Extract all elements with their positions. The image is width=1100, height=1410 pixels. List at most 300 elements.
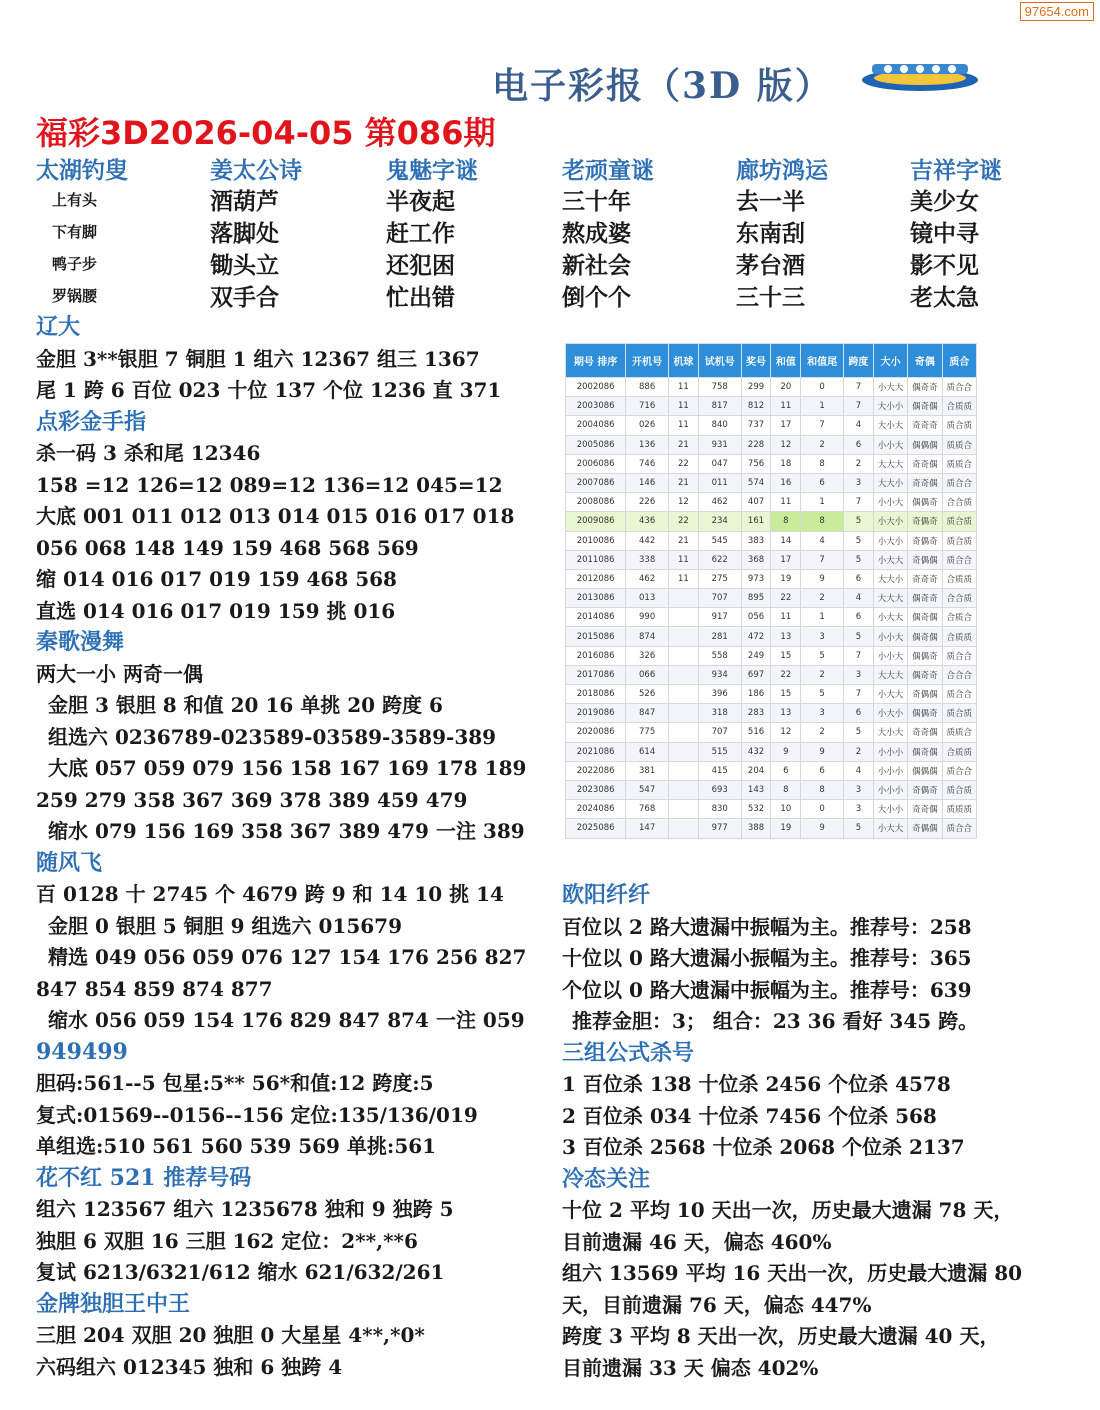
table-cell: 9 <box>771 742 801 761</box>
table-cell: 合质质 <box>942 397 976 416</box>
left-section-heading: 点彩金手指 <box>36 408 147 435</box>
table-cell: 2022086 <box>566 761 626 780</box>
table-cell: 偶奇偶 <box>908 608 942 627</box>
table-cell: 8 <box>801 780 844 799</box>
table-cell: 6 <box>844 704 874 723</box>
table-header-cell[interactable]: 奇偶 <box>908 344 942 378</box>
table-cell: 3 <box>844 780 874 799</box>
left-text-line: 大底 001 011 012 013 014 015 016 017 018 <box>36 504 515 528</box>
table-row <box>566 761 977 780</box>
left-text-line: 六码组六 012345 独和 6 独跨 4 <box>36 1354 343 1379</box>
table-cell: 697 <box>741 665 771 684</box>
table-header-cell[interactable]: 大小 <box>873 344 907 378</box>
right-text-line: 组六 13569 平均 16 天出一次，历史最大遗漏 80 <box>562 1261 1023 1285</box>
table-cell: 2016086 <box>566 646 626 665</box>
table-cell: 12 <box>771 723 801 742</box>
table-cell: 15 <box>771 685 801 704</box>
table-cell: 758 <box>698 378 741 397</box>
right-text-line: 天，目前遗漏 76 天，偏态 447% <box>562 1292 872 1317</box>
table-cell: 977 <box>698 819 741 838</box>
table-cell: 11 <box>771 493 801 512</box>
left-text-line: 组选六 0236789-023589-03589-3589-389 <box>48 724 497 749</box>
table-row <box>566 378 977 397</box>
right-section-heading: 三组公式杀号 <box>562 1039 695 1066</box>
table-cell: 026 <box>626 416 669 435</box>
table-cell: 12 <box>669 493 699 512</box>
table-cell: 2 <box>844 454 874 473</box>
table-row <box>566 589 977 608</box>
table-cell: 小小小 <box>873 742 907 761</box>
table-cell: 小大大 <box>873 819 907 838</box>
table-cell: 2005086 <box>566 435 626 454</box>
riddle-column <box>736 152 906 314</box>
table-cell: 2014086 <box>566 608 626 627</box>
table-row <box>566 473 977 492</box>
left-section-heading: 秦歌漫舞 <box>36 629 125 655</box>
table-cell: 3 <box>844 473 874 492</box>
table-cell: 小大小 <box>873 512 907 531</box>
table-cell: 056 <box>741 608 771 627</box>
table-cell: 20 <box>771 378 801 397</box>
table-cell <box>669 742 699 761</box>
table-cell: 7 <box>801 416 844 435</box>
table-cell: 840 <box>698 416 741 435</box>
table-cell: 2020086 <box>566 723 626 742</box>
table-cell: 407 <box>741 493 771 512</box>
table-cell: 合质质 <box>942 742 976 761</box>
table-cell: 2007086 <box>566 473 626 492</box>
table-cell: 737 <box>741 416 771 435</box>
table-cell: 11 <box>669 569 699 588</box>
table-cell: 847 <box>626 704 669 723</box>
riddle-column <box>562 152 732 314</box>
table-cell: 小小小 <box>873 761 907 780</box>
table-row <box>566 397 977 416</box>
table-cell: 2 <box>801 435 844 454</box>
table-cell: 234 <box>698 512 741 531</box>
table-cell: 小大大 <box>873 608 907 627</box>
table-row <box>566 723 977 742</box>
right-text-line: 跨度 3 平均 8 天出一次，历史最大遗漏 40 天， <box>562 1324 1000 1348</box>
table-cell: 小大大 <box>873 685 907 704</box>
right-text-line: 十位以 0 路大遗漏小振幅为主。推荐号：365 <box>562 946 972 970</box>
table-cell: 226 <box>626 493 669 512</box>
right-text-line: 十位 2 平均 10 天出一次，历史最大遗漏 78 天， <box>562 1198 1014 1222</box>
table-cell: 4 <box>844 416 874 435</box>
table-cell: 偶偶奇 <box>908 493 942 512</box>
table-cell: 432 <box>741 742 771 761</box>
table-cell: 7 <box>844 646 874 665</box>
table-cell: 204 <box>741 761 771 780</box>
table-cell <box>669 627 699 646</box>
table-cell: 质合合 <box>942 819 976 838</box>
table-cell: 1 <box>801 608 844 627</box>
table-cell <box>669 685 699 704</box>
table-cell: 质质合 <box>942 435 976 454</box>
table-row <box>566 742 977 761</box>
table-cell: 15 <box>771 646 801 665</box>
table-cell: 2009086 <box>566 512 626 531</box>
site-watermark: 97654.com <box>1020 2 1094 21</box>
table-header-cell[interactable]: 开机号 <box>626 344 669 378</box>
riddle-line: 罗锅腰 <box>52 287 98 305</box>
riddle-line: 半夜起 <box>386 188 455 215</box>
table-row <box>566 416 977 435</box>
table-cell: 偶奇奇 <box>908 665 942 684</box>
table-cell: 奇偶奇 <box>908 780 942 799</box>
table-cell: 质合合 <box>942 685 976 704</box>
table-cell: 18 <box>771 454 801 473</box>
table-cell: 917 <box>698 608 741 627</box>
table-cell: 186 <box>741 685 771 704</box>
table-cell: 886 <box>626 378 669 397</box>
table-cell: 2023086 <box>566 780 626 799</box>
table-cell: 5 <box>844 531 874 550</box>
riddle-title: 老顽童谜 <box>562 157 654 184</box>
table-row <box>566 800 977 819</box>
table-cell: 0 <box>801 800 844 819</box>
table-cell: 大大小 <box>873 473 907 492</box>
table-row <box>566 627 977 646</box>
table-cell: 2006086 <box>566 454 626 473</box>
table-cell: 275 <box>698 569 741 588</box>
left-section-heading: 金牌独胆王中王 <box>36 1290 191 1317</box>
table-row <box>566 685 977 704</box>
table-cell: 5 <box>801 646 844 665</box>
table-row <box>566 512 977 531</box>
table-cell: 22 <box>771 589 801 608</box>
table-cell: 6 <box>844 435 874 454</box>
table-cell: 质合质 <box>942 531 976 550</box>
left-text-line: 158 =12 126=12 089=12 136=12 045=12 <box>36 472 503 497</box>
table-cell: 2008086 <box>566 493 626 512</box>
table-cell <box>669 819 699 838</box>
table-cell <box>669 646 699 665</box>
table-row <box>566 569 977 588</box>
riddle-title: 太湖钓叟 <box>36 157 128 184</box>
table-cell: 小大小 <box>873 531 907 550</box>
table-cell: 693 <box>698 780 741 799</box>
left-text-line: 杀一码 3 杀和尾 12346 <box>36 441 261 465</box>
left-column <box>36 312 556 1383</box>
table-cell: 奇奇奇 <box>908 569 942 588</box>
riddle-title: 鬼魅字谜 <box>386 157 478 184</box>
table-cell: 质合合 <box>942 646 976 665</box>
table-cell: 472 <box>741 627 771 646</box>
table-cell: 偶偶偶 <box>908 761 942 780</box>
right-text-line: 个位以 0 路大遗漏中振幅为主。推荐号：639 <box>562 977 972 1002</box>
table-cell: 22 <box>771 665 801 684</box>
riddle-line: 影不见 <box>910 252 979 279</box>
table-cell: 小大大 <box>873 550 907 569</box>
table-cell: 7 <box>844 685 874 704</box>
left-text-line: 精选 049 056 059 076 127 154 176 256 827 <box>48 945 527 969</box>
table-cell: 偶奇偶 <box>908 627 942 646</box>
table-cell: 质合合 <box>942 550 976 569</box>
table-cell: 326 <box>626 646 669 665</box>
history-table <box>565 343 977 839</box>
table-cell: 2015086 <box>566 627 626 646</box>
table-row <box>566 493 977 512</box>
table-row <box>566 819 977 838</box>
table-cell: 775 <box>626 723 669 742</box>
issue-title: 福彩3D2026-04-05 第086期 <box>36 114 496 152</box>
table-cell: 7 <box>844 378 874 397</box>
left-text-line: 三胆 204 双胆 20 独胆 0 大星星 4**,*0* <box>36 1323 425 1347</box>
table-cell: 质合质 <box>942 416 976 435</box>
table-cell: 合合质 <box>942 493 976 512</box>
table-cell: 偶奇偶 <box>908 397 942 416</box>
table-cell: 奇奇偶 <box>908 473 942 492</box>
table-cell: 10 <box>771 800 801 819</box>
table-cell: 4 <box>801 531 844 550</box>
left-section-heading: 辽大 <box>36 314 81 340</box>
table-cell: 396 <box>698 685 741 704</box>
riddle-line: 鸭子步 <box>52 255 98 273</box>
table-cell: 偶偶偶 <box>908 435 942 454</box>
left-section-heading: 花不红 521 推荐号码 <box>36 1164 252 1191</box>
riddle-line: 新社会 <box>562 252 631 279</box>
table-cell: 质合质 <box>942 704 976 723</box>
table-cell: 12 <box>771 435 801 454</box>
table-cell: 6 <box>771 761 801 780</box>
left-text-line: 百 0128 十 2745 个 4679 跨 9 和 14 10 挑 14 <box>36 882 504 906</box>
table-cell: 7 <box>844 397 874 416</box>
table-row <box>566 646 977 665</box>
table-cell: 5 <box>844 550 874 569</box>
right-section-heading: 冷态关注 <box>562 1165 651 1192</box>
left-text-line: 独胆 6 双胆 16 三胆 162 定位：2**,**6 <box>36 1228 418 1253</box>
table-header-cell[interactable]: 期号 排序 <box>566 344 626 378</box>
riddle-line: 老太急 <box>910 284 979 311</box>
table-cell: 大小小 <box>873 800 907 819</box>
right-column <box>562 880 1082 1384</box>
table-cell: 14 <box>771 531 801 550</box>
left-text-line: 金胆 0 银胆 5 铜胆 9 组选六 015679 <box>48 913 402 938</box>
table-header-cell[interactable]: 质合 <box>942 344 976 378</box>
table-cell: 偶奇奇 <box>908 378 942 397</box>
table-cell: 2025086 <box>566 819 626 838</box>
table-cell: 756 <box>741 454 771 473</box>
left-text-line: 尾 1 跨 6 百位 023 十位 137 个位 1236 直 371 <box>36 378 502 402</box>
table-cell: 574 <box>741 473 771 492</box>
table-cell: 22 <box>669 454 699 473</box>
left-text-line: 复试 6213/6321/612 缩水 621/632/261 <box>36 1260 445 1284</box>
table-cell: 11 <box>771 397 801 416</box>
table-cell: 462 <box>626 569 669 588</box>
table-cell: 19 <box>771 819 801 838</box>
riddle-line: 镜中寻 <box>910 220 979 247</box>
table-cell: 合质质 <box>942 627 976 646</box>
table-cell: 小小大 <box>873 493 907 512</box>
riddle-title: 廊坊鸿运 <box>736 157 828 184</box>
table-cell: 质合合 <box>942 761 976 780</box>
right-text-line: 3 百位杀 2568 十位杀 2068 个位杀 2137 <box>562 1135 965 1159</box>
table-cell: 2002086 <box>566 378 626 397</box>
left-text-line: 056 068 148 149 159 468 568 569 <box>36 535 419 560</box>
table-cell: 2011086 <box>566 550 626 569</box>
table-cell: 6 <box>844 569 874 588</box>
table-cell: 2 <box>801 723 844 742</box>
table-cell: 5 <box>844 512 874 531</box>
table-cell: 奇偶偶 <box>908 685 942 704</box>
table-cell: 3 <box>801 627 844 646</box>
table-cell: 1 <box>801 493 844 512</box>
riddle-line: 去一半 <box>736 188 805 215</box>
table-cell: 812 <box>741 397 771 416</box>
table-cell: 6 <box>801 761 844 780</box>
table-cell: 383 <box>741 531 771 550</box>
table-cell: 281 <box>698 627 741 646</box>
table-cell: 283 <box>741 704 771 723</box>
left-text-line: 两大一小 两奇一偶 <box>36 661 203 686</box>
table-cell: 6 <box>844 608 874 627</box>
table-cell: 16 <box>771 473 801 492</box>
table-cell: 偶偶奇 <box>908 646 942 665</box>
table-header-cell[interactable]: 和值尾 <box>801 344 844 378</box>
table-header-cell[interactable]: 跨度 <box>844 344 874 378</box>
left-text-line: 金胆 3**银胆 7 铜胆 1 组六 12367 组三 1367 <box>36 346 480 371</box>
table-cell: 4 <box>844 761 874 780</box>
left-text-line: 缩水 056 059 154 176 829 847 874 一注 059 <box>48 1008 525 1032</box>
table-cell: 小小大 <box>873 435 907 454</box>
table-cell: 2 <box>844 742 874 761</box>
left-text-line: 金胆 3 银胆 8 和值 20 16 单挑 20 跨度 6 <box>48 693 443 717</box>
left-text-line: 复式:01569--0156--156 定位:135/136/019 <box>36 1102 478 1127</box>
table-cell: 2021086 <box>566 742 626 761</box>
table-cell: 515 <box>698 742 741 761</box>
right-text-line: 2 百位杀 034 十位杀 7456 个位杀 568 <box>562 1103 937 1128</box>
riddle-column <box>36 152 206 314</box>
table-cell: 奇偶奇 <box>908 512 942 531</box>
table-cell: 895 <box>741 589 771 608</box>
table-cell: 614 <box>626 742 669 761</box>
table-cell: 小大小 <box>873 704 907 723</box>
table-header-cell[interactable]: 机球 <box>669 344 699 378</box>
table-cell: 11 <box>669 416 699 435</box>
left-section-heading: 949499 <box>36 1038 128 1065</box>
table-cell: 161 <box>741 512 771 531</box>
table-cell: 0 <box>801 378 844 397</box>
table-cell: 17 <box>771 550 801 569</box>
table-cell: 874 <box>626 627 669 646</box>
table-cell: 大大大 <box>873 589 907 608</box>
left-text-line: 847 854 859 874 877 <box>36 976 273 1001</box>
table-cell: 2024086 <box>566 800 626 819</box>
riddle-line: 还犯困 <box>386 252 455 279</box>
table-cell: 2004086 <box>566 416 626 435</box>
table-cell: 516 <box>741 723 771 742</box>
table-cell: 8 <box>801 454 844 473</box>
table-cell: 21 <box>669 473 699 492</box>
table-header-cell[interactable]: 和值 <box>771 344 801 378</box>
table-cell: 817 <box>698 397 741 416</box>
table-cell: 11 <box>669 550 699 569</box>
table-cell <box>669 761 699 780</box>
table-cell: 6 <box>801 473 844 492</box>
table-cell: 小大大 <box>873 378 907 397</box>
table-cell: 415 <box>698 761 741 780</box>
table-cell: 9 <box>801 569 844 588</box>
table-cell: 大小大 <box>873 723 907 742</box>
table-cell: 707 <box>698 723 741 742</box>
left-text-line: 259 279 358 367 369 378 389 459 479 <box>36 787 468 812</box>
table-cell: 质质合 <box>942 723 976 742</box>
table-header-cell[interactable]: 奖号 <box>741 344 771 378</box>
table-cell: 013 <box>626 589 669 608</box>
table-cell <box>669 704 699 723</box>
riddle-line: 三十三 <box>736 284 805 311</box>
table-cell: 931 <box>698 435 741 454</box>
left-text-line: 缩 014 016 017 019 159 468 568 <box>36 567 397 591</box>
table-cell: 622 <box>698 550 741 569</box>
masthead-title: 电子彩报（3D 版） <box>492 65 833 107</box>
table-cell: 13 <box>771 627 801 646</box>
table-row <box>566 608 977 627</box>
table-cell: 462 <box>698 493 741 512</box>
riddle-line: 赶工作 <box>386 220 455 247</box>
table-cell: 偶偶奇 <box>908 704 942 723</box>
table-cell: 2010086 <box>566 531 626 550</box>
table-cell: 368 <box>741 550 771 569</box>
table-cell <box>669 723 699 742</box>
table-cell: 奇偶奇 <box>908 531 942 550</box>
table-cell: 8 <box>771 780 801 799</box>
table-cell: 146 <box>626 473 669 492</box>
table-cell: 990 <box>626 608 669 627</box>
table-cell: 707 <box>698 589 741 608</box>
table-cell: 9 <box>801 819 844 838</box>
riddle-line: 东南刮 <box>736 220 805 247</box>
table-cell: 大大大 <box>873 665 907 684</box>
table-cell: 小小大 <box>873 646 907 665</box>
table-row <box>566 435 977 454</box>
riddle-line: 倒个个 <box>562 284 631 311</box>
table-cell: 5 <box>844 819 874 838</box>
table-cell <box>669 589 699 608</box>
riddle-column <box>210 152 380 314</box>
table-cell: 436 <box>626 512 669 531</box>
table-cell: 合质质 <box>942 569 976 588</box>
left-text-line: 胆码:561--5 包星:5** 56*和值:12 跨度:5 <box>36 1071 434 1095</box>
right-text-line: 目前遗漏 33 天 偏态 402% <box>562 1355 819 1380</box>
riddle-line: 茅台酒 <box>736 252 805 279</box>
table-cell: 2013086 <box>566 589 626 608</box>
left-section-heading: 随风飞 <box>36 849 103 876</box>
table-cell: 532 <box>741 800 771 819</box>
table-cell: 1 <box>801 397 844 416</box>
table-cell: 质合质 <box>942 512 976 531</box>
table-cell: 973 <box>741 569 771 588</box>
riddle-title: 姜太公诗 <box>210 157 302 184</box>
table-cell: 质合质 <box>942 780 976 799</box>
riddle-column <box>910 152 1080 314</box>
table-cell: 558 <box>698 646 741 665</box>
table-cell: 3 <box>801 704 844 723</box>
riddle-line: 锄头立 <box>210 252 279 279</box>
table-cell: 2003086 <box>566 397 626 416</box>
riddle-line: 美少女 <box>910 188 979 215</box>
left-text-line: 直选 014 016 017 019 159 挑 016 <box>36 598 396 623</box>
table-cell: 318 <box>698 704 741 723</box>
table-cell: 22 <box>669 512 699 531</box>
table-cell: 2012086 <box>566 569 626 588</box>
table-row <box>566 550 977 569</box>
table-row <box>566 704 977 723</box>
table-header-cell[interactable]: 试机号 <box>698 344 741 378</box>
table-cell: 大小大 <box>873 416 907 435</box>
table-cell: 8 <box>801 512 844 531</box>
